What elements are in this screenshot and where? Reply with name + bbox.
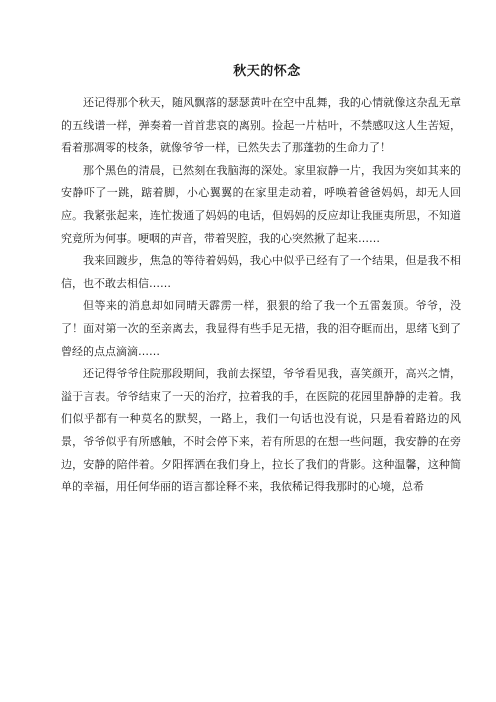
paragraph-3: 我来回踱步，焦急的等待着妈妈，我心中似乎已经有了一个结果，但是我不相信，也不敢去相信…… — [61, 254, 461, 290]
paragraph-5: 还记得爷爷住院那段期间，我前去探望，爷爷看见我，喜笑颜开，高兴之情，溢于言表。爷爷结束了一天的治疗，拉着我的手，在医院的花园里静静的走着。我们似乎都有一种莫名的默契，一路上，我们一句话也没有说，只是看着路边的风景，爷爷似乎有所感触，不时会停下来，若有所思的在想一些问题，我安静的在旁边，安静的陪伴着。夕阳挥洒在我们身上，拉长了我们的背影。这种温馨，这种简单的幸福，用任何华丽的语言都诠释不来，我依稀记得我那时的心境，总希 — [61, 367, 461, 494]
paragraph-2: 那个黑色的清晨，已然刻在我脑海的深处。家里寂静一片，我因为突如其来的安静吓了一跳，踮着脚，小心翼翼的在家里走动着，呼唤着爸爸妈妈，却无人回应。我紧张起来，连忙拨通了妈妈的电话，但妈妈的反应却让我匪夷所思，不知道究竟所为何事。哽咽的声音，带着哭腔，我的心突然揪了起来…… — [61, 163, 461, 245]
paragraph-4: 但等来的消息却如同晴天霹雳一样，狠狠的给了我一个五雷轰顶。爷爷，没了！面对第一次的至亲离去，我显得有些手足无措，我的泪夺眶而出，思绪飞到了曾经的点点滴滴…… — [61, 299, 461, 358]
document-title: 秋天的怀念 — [233, 64, 301, 79]
paragraph-1: 还记得那个秋天，随风飘落的瑟瑟黄叶在空中乱舞，我的心情就像这杂乱无章的五线谱一样，弹奏着一首首悲哀的离别。捡起一片枯叶，不禁感叹这人生苦短，看着那凋零的枝条，就像爷爷一样，已然失去了那蓬勃的生命力了！ — [61, 96, 461, 155]
